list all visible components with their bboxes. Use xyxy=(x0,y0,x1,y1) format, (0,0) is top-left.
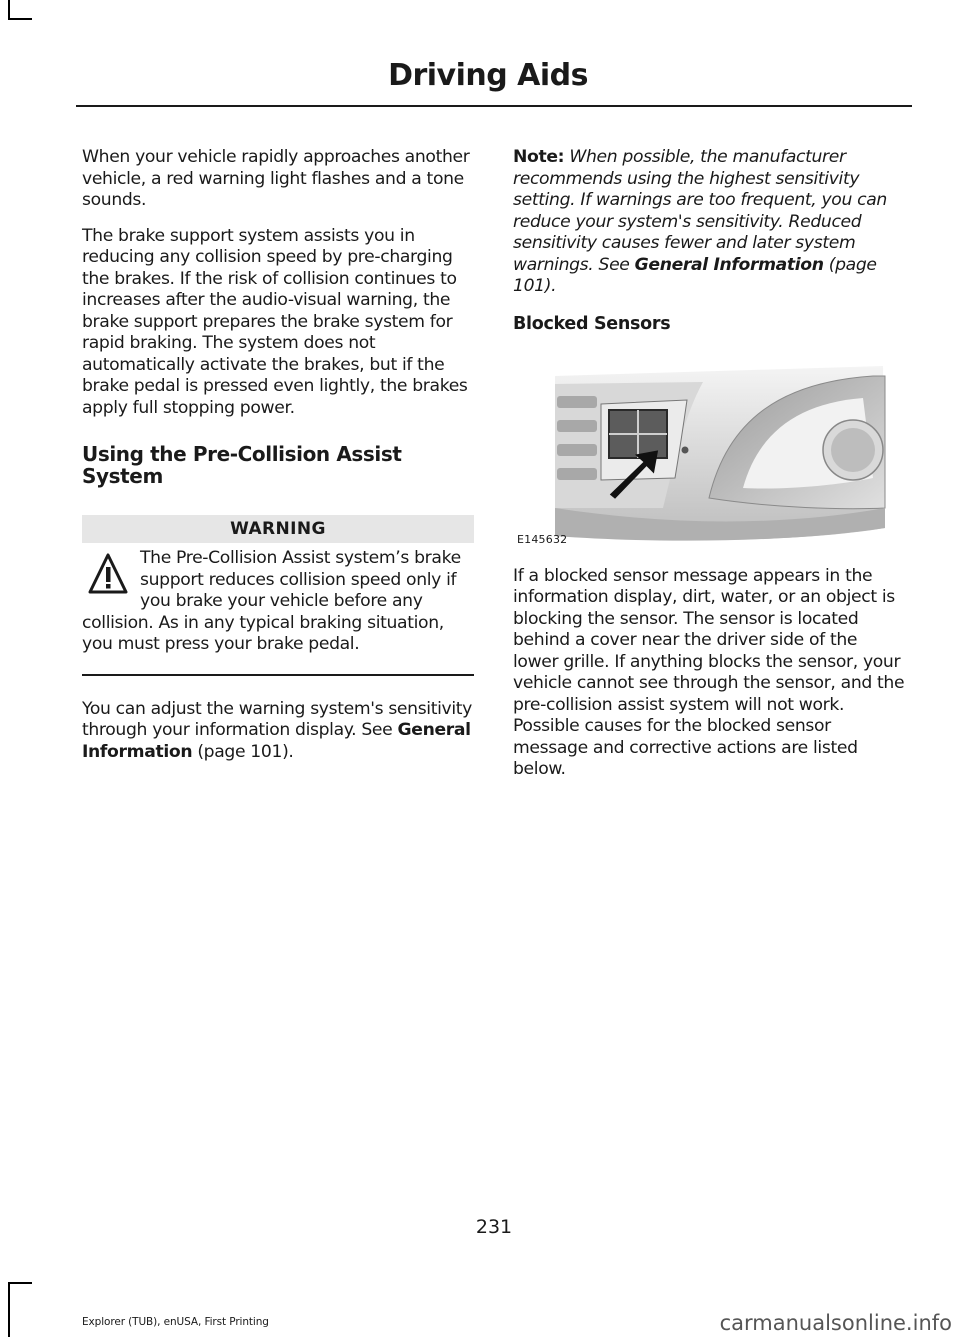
page-title: Driving Aids xyxy=(388,58,588,93)
page-reference: (page 101). xyxy=(192,741,294,762)
paragraph-text: You can adjust the warning system's sensitivity through your information display. See xyxy=(82,698,473,740)
paragraph: The brake support system assists you in reducing any collision speed by pre-charging the brakes. If the risk of collision continues to increases after the audio-visual warning, the brake support prepares the brake system for rapid braking. The system does not automatically activate the brakes, but if the brake pedal is pressed even lightly, the brakes apply full stopping power. xyxy=(82,225,468,418)
note-text: When possible, the manufacturer recommends using the highest sensitivity setting. If warnings are too frequent, you can reduce your system's sensitivity. Reduced sensitivity causes fewer and later system warnings. See xyxy=(513,147,887,275)
figure-id: E145632 xyxy=(517,532,568,546)
paragraph: When your vehicle rapidly approaches another vehicle, a red warning light flashes and a tone sounds. xyxy=(82,147,470,210)
crop-mark xyxy=(8,1282,10,1337)
crop-mark xyxy=(8,1282,32,1284)
bumper-illustration xyxy=(513,358,887,548)
footer-text: Explorer (TUB), enUSA, First Printing xyxy=(82,1316,269,1328)
warning-rule xyxy=(82,674,474,676)
paragraph: If a blocked sensor message appears in the information display, dirt, water, or an object is blocking the sensor. The sensor is located behind a cover near the driver side of the lower grille. If anything blocks the sensor, your vehicle cannot see through the sensor, and the pre-collision assist system will not work. Possible causes for the blocked sensor message and corrective actions are listed below. xyxy=(513,565,905,779)
header-rule xyxy=(76,105,912,107)
page-number: 231 xyxy=(475,1216,513,1238)
warning-box xyxy=(82,548,474,656)
note-paragraph xyxy=(513,147,905,298)
paragraph xyxy=(82,699,474,764)
left-column xyxy=(82,147,474,777)
watermark: carmanualsonline.info xyxy=(560,1309,960,1337)
warning-triangle-icon xyxy=(88,552,128,598)
subsection-heading: Blocked Sensors xyxy=(513,313,671,334)
page-reference: (page 101). xyxy=(513,254,877,296)
crop-mark xyxy=(8,0,10,20)
sensor-location-figure xyxy=(513,358,887,548)
cross-reference-link[interactable]: General Information xyxy=(634,254,824,275)
note-label: Note: xyxy=(513,147,565,167)
warning-text: The Pre-Collision Assist system’s brake support reduces collision speed only if you brake your vehicle before any collision. As in any typical braking situation, you must press your brake pedal. xyxy=(82,548,461,654)
section-heading: Using the Pre-Collision Assist System xyxy=(82,442,402,488)
cross-reference-link[interactable]: General Information xyxy=(82,720,471,762)
right-column xyxy=(513,147,905,795)
warning-label: WARNING xyxy=(82,515,474,543)
crop-mark xyxy=(8,18,32,20)
